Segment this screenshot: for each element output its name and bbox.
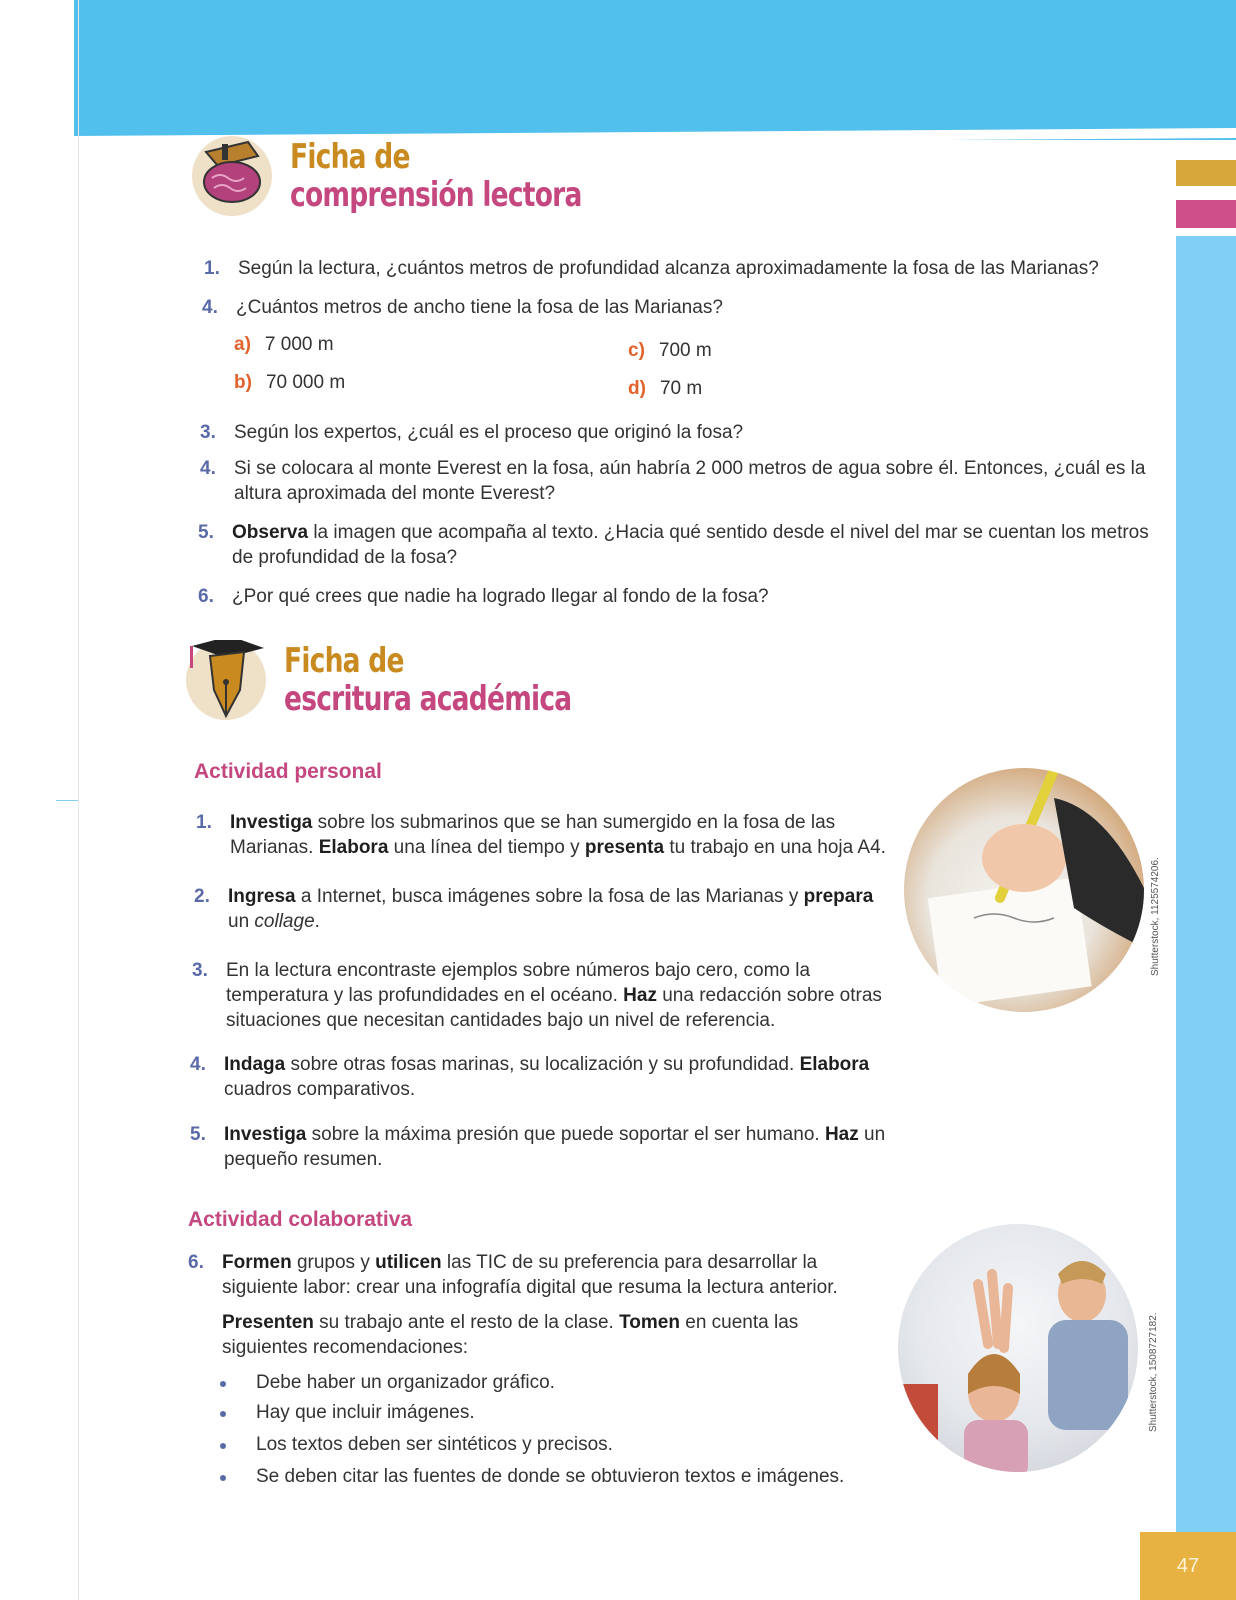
activity-6-instructions: Presenten su trabajo ante el resto de la clase. Tomen en cuenta las siguientes recomendaciones: <box>222 1312 799 1358</box>
title-line-1: Ficha de <box>290 137 410 177</box>
photo-credit-1: Shutterstock, 1125574206. <box>1150 857 1161 976</box>
recommendation-1: Debe haber un organizador gráfico. <box>256 1372 555 1394</box>
activity-5: 5. Investiga sobre la máxima presión que puede soportar el ser humano. Haz un pequeño resumen. <box>190 1124 886 1170</box>
book-brain-icon <box>192 136 272 216</box>
question-number: 4. <box>202 297 218 318</box>
activity-4: 4. Indaga sobre otras fosas marinas, su localización y su profundidad. Elabora cuadros comparativos. <box>190 1054 870 1100</box>
students-high-five-photo <box>898 1224 1138 1472</box>
option-c: c) 700 m <box>628 340 712 361</box>
question-4: 4. Si se colocara al monte Everest en la fosa, aún habría 2 000 metros de agua sobre él. Entonces, ¿cuál es la altura aproximada del monte Everest? <box>200 458 1146 504</box>
margin-tick <box>56 800 78 801</box>
top-color-band <box>74 0 1236 140</box>
recommendation-2: Hay que incluir imágenes. <box>256 1402 475 1424</box>
question-3: 3. Según los expertos, ¿cuál es el proceso que originó la fosa? <box>200 422 744 443</box>
title-line-2: comprensión lectora <box>290 175 582 215</box>
question-1 <box>204 256 1144 281</box>
side-tab-pink <box>1176 200 1236 228</box>
recommendation-4: Se deben citar las fuentes de donde se obtuvieron textos e imágenes. <box>256 1466 844 1488</box>
recommendation-3: Los textos deben ser sintéticos y precisos. <box>256 1434 613 1456</box>
activity-6: 6. Formen grupos y utilicen las TIC de su preferencia para desarrollar la siguiente labor: crear una infografía digital que resuma la lectura anterior. <box>188 1252 838 1298</box>
question-6: 6. ¿Por qué crees que nadie ha logrado llegar al fondo de la fosa? <box>198 586 769 607</box>
photo-credit-2: Shutterstock, 1508727182. <box>1148 1312 1159 1432</box>
collaborative-activity-label: Actividad colaborativa <box>188 1208 413 1231</box>
activity-3: 3. En la lectura encontraste ejemplos sobre números bajo cero, como la temperatura y las profundidades en el océano. Haz una redacción sobre otras situaciones que necesitan cantidades bajo un nivel de referencia. <box>192 960 882 1031</box>
margin-line <box>78 0 79 1600</box>
option-a: a) 7 000 m <box>234 334 334 355</box>
side-tab-gold <box>1176 160 1236 186</box>
reading-sheet-header <box>192 136 664 216</box>
reading-sheet-title <box>290 138 582 214</box>
option-d: d) 70 m <box>628 378 703 399</box>
writing-hand-photo <box>904 768 1144 1012</box>
personal-activity-label: Actividad personal <box>194 760 382 783</box>
activity-1: 1. Investiga sobre los submarinos que se han sumergido en la fosa de las Marianas. Elabora una línea del tiempo y presenta tu trabajo en una hoja A4. <box>196 812 886 858</box>
question-5: 5. Observa la imagen que acompaña al texto. ¿Hacia qué sentido desde el nivel del mar se cuentan los metros de profundidad de la fosa? <box>198 522 1149 568</box>
writing-sheet-header <box>186 640 653 720</box>
page-number: 47 <box>1140 1532 1236 1600</box>
graduation-cap-pen-icon <box>186 640 266 720</box>
activity-2: 2. Ingresa a Internet, busca imágenes sobre la fosa de las Marianas y prepara un collage. <box>194 886 874 932</box>
question-text: ¿Cuántos metros de ancho tiene la fosa de las Marianas? <box>236 297 723 318</box>
question-text: Según la lectura, ¿cuántos metros de profundidad alcanza aproximadamente la fosa de las Marianas? <box>238 258 1099 279</box>
question-2 <box>202 295 1142 320</box>
title-line-1: Ficha de <box>284 641 404 681</box>
question-number: 1. <box>204 258 220 279</box>
option-b: b) 70 000 m <box>234 372 346 393</box>
side-color-band <box>1176 236 1236 1536</box>
title-line-2: escritura académica <box>284 679 572 719</box>
writing-sheet-title <box>284 642 571 718</box>
